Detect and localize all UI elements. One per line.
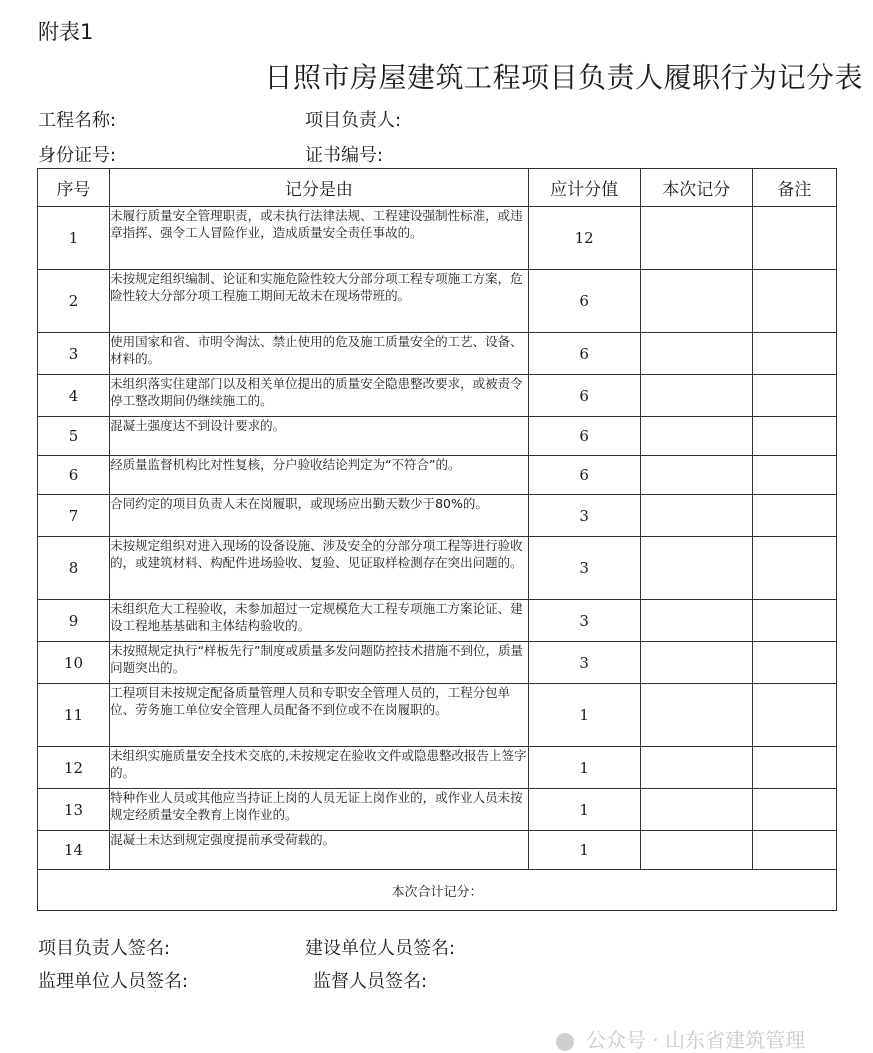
row-this-score [640, 747, 752, 789]
table-row [38, 831, 837, 870]
row-points: 3 [528, 495, 640, 537]
row-points: 6 [528, 417, 640, 456]
row-remarks [752, 600, 836, 642]
table-row [38, 417, 837, 456]
row-remarks [752, 375, 836, 417]
row-reason: 未组织实施质量安全技术交底的,未按规定在验收文件或隐患整改报告上签字的。 [110, 747, 529, 789]
builder-signature-label: 建设单位人员签名: [305, 938, 456, 959]
row-points: 3 [528, 600, 640, 642]
id-number-label: 身份证号: [38, 145, 117, 166]
row-points: 1 [528, 831, 640, 870]
table-row [38, 537, 837, 600]
row-reason: 特种作业人员或其他应当持证上岗的人员无证上岗作业的，或作业人员未按规定经质量安全教育上岗作业的。 [110, 789, 529, 831]
row-number: 3 [38, 333, 110, 375]
row-points: 1 [528, 684, 640, 747]
row-number: 13 [38, 789, 110, 831]
table-row [38, 333, 837, 375]
project-leader-label: 项目负责人: [305, 110, 402, 131]
row-this-score [640, 207, 752, 270]
table-row [38, 642, 837, 684]
column-header-remarks: 备注 [752, 169, 836, 207]
row-this-score [640, 456, 752, 495]
row-reason: 混凝土强度达不到设计要求的。 [110, 417, 529, 456]
row-this-score [640, 417, 752, 456]
row-remarks [752, 495, 836, 537]
row-number: 5 [38, 417, 110, 456]
table-row [38, 375, 837, 417]
row-points: 6 [528, 375, 640, 417]
column-header-no: 序号 [38, 169, 110, 207]
row-reason: 混凝土未达到规定强度提前承受荷载的。 [110, 831, 529, 870]
row-remarks [752, 831, 836, 870]
table-row [38, 207, 837, 270]
row-number: 8 [38, 537, 110, 600]
inspector-signature-label: 监督人员签名: [313, 971, 428, 992]
row-remarks [752, 537, 836, 600]
row-number: 14 [38, 831, 110, 870]
row-number: 2 [38, 270, 110, 333]
row-reason: 未按规定组织编制、论证和实施危险性较大分部分项工程专项施工方案，危险性较大分部分项工程施工期间无故未在现场带班的。 [110, 270, 529, 333]
table-row [38, 495, 837, 537]
table-row [38, 789, 837, 831]
row-number: 12 [38, 747, 110, 789]
row-reason: 未组织危大工程验收，未参加超过一定规模危大工程专项施工方案论证、建设工程地基基础和主体结构验收的。 [110, 600, 529, 642]
row-points: 3 [528, 642, 640, 684]
row-this-score [640, 789, 752, 831]
watermark [556, 1024, 805, 1053]
row-number: 11 [38, 684, 110, 747]
row-points: 6 [528, 456, 640, 495]
column-header-points: 应计分值 [528, 169, 640, 207]
row-remarks [752, 207, 836, 270]
row-this-score [640, 600, 752, 642]
row-reason: 合同约定的项目负责人未在岗履职，或现场应出勤天数少于80%的。 [110, 495, 529, 537]
row-remarks [752, 456, 836, 495]
scoring-table [37, 168, 837, 911]
row-remarks [752, 333, 836, 375]
wechat-icon [556, 1033, 574, 1051]
row-reason: 未履行质量安全管理职责，或未执行法律法规、工程建设强制性标准，或违章指挥、强令工人冒险作业，造成质量安全责任事故的。 [110, 207, 529, 270]
row-number: 6 [38, 456, 110, 495]
row-points: 1 [528, 789, 640, 831]
certificate-number-label: 证书编号: [305, 145, 384, 166]
row-reason: 未组织落实住建部门以及相关单位提出的质量安全隐患整改要求，或被责令停工整改期间仍继续施工的。 [110, 375, 529, 417]
row-reason: 使用国家和省、市明令淘汰、禁止使用的危及施工质量安全的工艺、设备、材料的。 [110, 333, 529, 375]
project-name-label: 工程名称: [38, 110, 117, 131]
row-reason: 工程项目未按规定配备质量管理人员和专职安全管理人员的，工程分包单位、劳务施工单位安全管理人员配备不到位或不在岗履职的。 [110, 684, 529, 747]
row-points: 6 [528, 270, 640, 333]
row-number: 9 [38, 600, 110, 642]
table-row [38, 747, 837, 789]
row-number: 1 [38, 207, 110, 270]
row-remarks [752, 789, 836, 831]
row-remarks [752, 642, 836, 684]
table-row [38, 270, 837, 333]
row-number: 4 [38, 375, 110, 417]
row-number: 7 [38, 495, 110, 537]
column-header-this-score: 本次记分 [640, 169, 752, 207]
watermark-text: 公众号 · 山东省建筑管理 [586, 1028, 806, 1052]
total-row [38, 870, 837, 911]
row-this-score [640, 270, 752, 333]
row-reason: 未按照规定执行“样板先行”制度或质量多发问题防控技术措施不到位，质量问题突出的。 [110, 642, 529, 684]
row-remarks [752, 270, 836, 333]
table-header-row [38, 169, 837, 207]
row-remarks [752, 747, 836, 789]
row-this-score [640, 333, 752, 375]
row-number: 10 [38, 642, 110, 684]
row-this-score [640, 684, 752, 747]
row-this-score [640, 642, 752, 684]
row-this-score [640, 537, 752, 600]
table-row [38, 684, 837, 747]
row-this-score [640, 831, 752, 870]
leader-signature-label: 项目负责人签名: [38, 938, 171, 959]
supervisor-signature-label: 监理单位人员签名: [38, 971, 189, 992]
form-title: 日照市房屋建筑工程项目负责人履职行为记分表 [264, 61, 863, 94]
row-remarks [752, 684, 836, 747]
table-row [38, 600, 837, 642]
row-reason: 未按规定组织对进入现场的设备设施、涉及安全的分部分项工程等进行验收的，或建筑材料、构配件进场验收、复验、见证取样检测存在突出问题的。 [110, 537, 529, 600]
table-row [38, 456, 837, 495]
row-reason: 经质量监督机构比对性复核，分户验收结论判定为“不符合”的。 [110, 456, 529, 495]
total-label: 本次合计记分： [38, 870, 837, 911]
row-points: 1 [528, 747, 640, 789]
row-this-score [640, 495, 752, 537]
row-this-score [640, 375, 752, 417]
row-points: 12 [528, 207, 640, 270]
row-points: 6 [528, 333, 640, 375]
appendix-label: 附表1 [38, 20, 94, 44]
column-header-reason: 记分是由 [110, 169, 529, 207]
row-points: 3 [528, 537, 640, 600]
row-remarks [752, 417, 836, 456]
